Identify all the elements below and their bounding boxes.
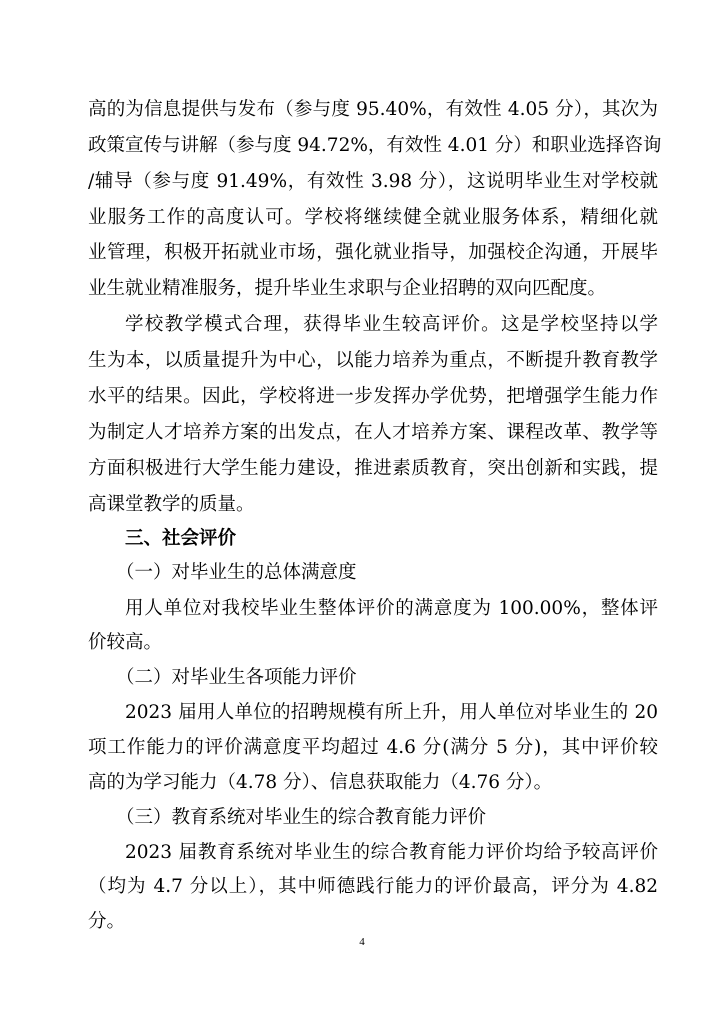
paragraph-1-line-2: 政策宣传与讲解（参与度 94.72%，有效性 4.01 分）和职业选择咨询 <box>88 135 662 156</box>
paragraph-2-line-1: 学校教学模式合理，获得毕业生较高评价。这是学校坚持以学 <box>125 314 658 335</box>
paragraph-2-line-3: 水平的结果。因此，学校将进一步发挥办学优势，把增强学生能力作 <box>88 386 658 407</box>
paragraph-2-line-2: 生为本，以质量提升为中心，以能力培养为重点，不断提升教育教学 <box>88 350 658 371</box>
paragraph-1-line-6: 业生就业精准服务，提升毕业生求职与企业招聘的双向匹配度。 <box>88 278 607 299</box>
subsection-3-line-1: 2023 届教育系统对毕业生的综合教育能力评价均给予较高评价 <box>125 842 658 863</box>
subsection-3-line-3: 分。 <box>88 911 126 932</box>
subsection-2-heading: （二）对毕业生各项能力评价 <box>116 667 357 688</box>
subsection-2-line-1: 2023 届用人单位的招聘规模有所上升，用人单位对毕业生的 20 <box>125 702 658 723</box>
section-heading: 三、社会评价 <box>125 528 237 549</box>
subsection-2-line-2: 项工作能力的评价满意度平均超过 4.6 分(满分 5 分)，其中评价较 <box>88 737 658 758</box>
subsection-1-line-2: 价较高。 <box>88 632 163 653</box>
subsection-3-heading: （三）教育系统对毕业生的综合教育能力评价 <box>116 807 487 828</box>
subsection-3-line-2: （均为 4.7 分以上），其中师德践行能力的评价最高，评分为 4.82 <box>88 876 658 897</box>
paragraph-2-line-4: 为制定人才培养方案的出发点，在人才培养方案、课程改革、教学等 <box>88 422 658 443</box>
page-number: 4 <box>359 936 365 948</box>
subsection-1-heading: （一）对毕业生的总体满意度 <box>116 562 357 583</box>
paragraph-2-line-5: 方面积极进行大学生能力建设，推进素质教育，突出创新和实践，提 <box>88 458 658 479</box>
paragraph-2-line-6: 高课堂教学的质量。 <box>88 494 255 515</box>
subsection-2-line-3: 高的为学习能力（4.78 分）、信息获取能力（4.76 分）。 <box>88 772 553 793</box>
paragraph-1-line-4: 业服务工作的高度认可。学校将继续健全就业服务体系，精细化就 <box>88 207 658 228</box>
subsection-1-line-1: 用人单位对我校毕业生整体评价的满意度为 100.00%，整体评 <box>125 598 658 619</box>
paragraph-1-line-5: 业管理，积极开拓就业市场，强化就业指导，加强校企沟通，开展毕 <box>88 242 658 263</box>
paragraph-1-line-1: 高的为信息提供与发布（参与度 95.40%，有效性 4.05 分），其次为 <box>88 99 658 120</box>
paragraph-1-line-3: /辅导（参与度 91.49%，有效性 3.98 分），这说明毕业生对学校就 <box>88 171 658 192</box>
